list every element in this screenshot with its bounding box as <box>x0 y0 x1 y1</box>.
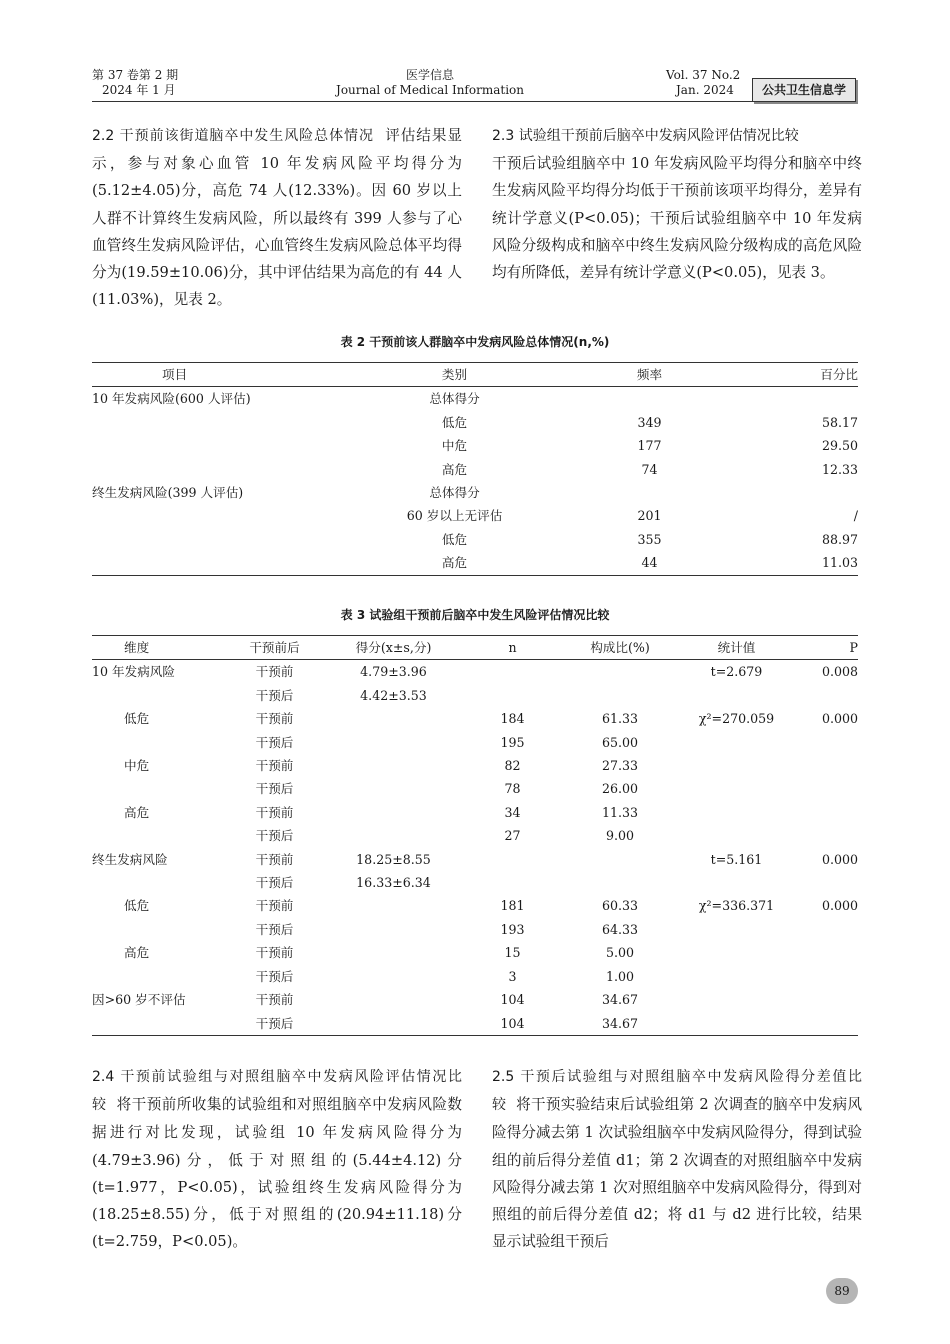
table3-cell <box>798 988 858 1011</box>
table3-cell: 104 <box>500 992 525 1008</box>
table-row <box>92 754 858 777</box>
table2-cell <box>732 387 858 411</box>
table-row <box>92 481 858 504</box>
table3-cell: 60.33 <box>601 898 639 914</box>
table3-cell: χ²=270.059 <box>698 711 775 727</box>
table-row <box>92 941 858 964</box>
table3-cell <box>565 684 675 707</box>
table2-caption: 表 2 干预前该人群脑卒中发病风险总体情况(n,%) <box>340 335 610 349</box>
table3-cell <box>675 731 798 754</box>
table-row <box>92 894 858 917</box>
table3-cell <box>675 1012 798 1036</box>
section-2-4 <box>92 1063 462 1255</box>
table3-cell <box>327 777 460 800</box>
table2-cell: 高危 <box>441 461 468 477</box>
table3-cell: 高危 <box>124 804 150 820</box>
section-2-5 <box>492 1063 862 1255</box>
table2-cell: 终生发病风险(399 人评估) <box>92 485 244 501</box>
table-3 <box>92 635 858 1036</box>
table2-cell: 11.03 <box>732 551 858 575</box>
section-2-5-heading: 2.5 干预后试验组与对照组脑卒中发病风险得分差值比较 <box>492 1069 862 1114</box>
table3-cell <box>798 754 858 777</box>
table3-cell: 65.00 <box>601 734 639 750</box>
table-row <box>92 801 858 824</box>
table3-cell: 26.00 <box>601 781 639 797</box>
table3-cell: 高危 <box>124 945 150 961</box>
table3-cell: 16.33±6.34 <box>356 875 431 891</box>
page-number: 89 <box>826 1278 858 1304</box>
table-row <box>92 684 858 707</box>
table3-cell: 11.33 <box>601 804 639 820</box>
table3-cell: 因>60 岁不评估 <box>92 992 186 1008</box>
table3-cell: χ²=336.371 <box>698 898 775 914</box>
table2-cell: 低危 <box>441 531 468 547</box>
table3-cell: t=5.161 <box>710 851 763 867</box>
table3-cell <box>92 1012 222 1036</box>
table3-cell <box>460 660 565 684</box>
table3-cell: 干预前 <box>255 804 294 820</box>
table3-cell: 61.33 <box>601 711 639 727</box>
table3-cell: 27 <box>504 828 521 844</box>
table3-cell <box>460 871 565 894</box>
table3-header-cell: 干预前后 <box>222 636 327 660</box>
section-2-2 <box>92 122 462 313</box>
table3-cell <box>798 777 858 800</box>
table3-cell: 干预后 <box>255 781 294 797</box>
table3-cell <box>460 848 565 871</box>
table3-cell: 78 <box>504 781 521 797</box>
table-row <box>92 1012 858 1036</box>
table2-cell: 10 年发病风险(600 人评估) <box>92 391 251 407</box>
table2-cell: 201 <box>637 508 662 524</box>
table3-cell: 干预前 <box>255 711 294 727</box>
section-2-3-heading: 2.3 试验组干预前后脑卒中发病风险评估情况比较 <box>492 128 799 144</box>
table3-cell <box>675 777 798 800</box>
table3-cell <box>327 754 460 777</box>
table3-cell: 10 年发病风险 <box>92 664 175 680</box>
table3-cell: 干预后 <box>255 875 294 891</box>
table2-cell: 总体得分 <box>429 485 480 501</box>
table2-cell: 355 <box>637 531 662 547</box>
table-row <box>92 528 858 551</box>
table2-cell <box>567 481 732 504</box>
table3-cell <box>92 731 222 754</box>
table2-cell: 58.17 <box>821 414 858 430</box>
table3-cell: 0.000 <box>821 898 858 914</box>
table3-cell <box>327 731 460 754</box>
table3-cell: 193 <box>500 921 525 937</box>
table3-caption: 表 3 试验组干预前后脑卒中发生风险评估情况比较 <box>340 608 610 622</box>
table-row <box>92 434 858 457</box>
table3-cell <box>798 965 858 988</box>
table3-cell: 34.67 <box>565 1012 675 1036</box>
table3-cell: 82 <box>504 758 521 774</box>
table3-header-cell: n <box>460 636 565 660</box>
table3-cell <box>675 918 798 941</box>
table2-cell <box>92 528 342 551</box>
section-2-2-body: 评估结果显示，参与对象心血管 10 年发病风险平均得分为(5.12±4.05)分，高危 74 人(12.33%)。因 60 岁以上人群不计算终生发病风险，所以最终有 399 人参与了心血管终生发病风险评估，心血管终生发病风险总体平均得分为(19.59±10.06)分，其中评估结果为高危的有 44 人(11.03%)，见表 2。 <box>92 127 462 309</box>
table3-cell <box>92 824 222 847</box>
table3-cell <box>460 684 565 707</box>
table3-cell <box>675 871 798 894</box>
table3-cell <box>92 684 222 707</box>
table-row <box>92 504 858 527</box>
table-row <box>92 918 858 941</box>
table3-cell <box>798 941 858 964</box>
table3-cell: 18.25±8.55 <box>356 851 431 867</box>
table3-cell: 干预后 <box>255 828 294 844</box>
table3-header-cell: 维度 <box>92 636 222 660</box>
table2-cell <box>92 458 342 481</box>
table3-cell <box>675 824 798 847</box>
table3-cell <box>327 801 460 824</box>
table3-cell <box>327 941 460 964</box>
table2-cell: 中危 <box>441 438 468 454</box>
table3-cell <box>675 941 798 964</box>
table-row <box>92 731 858 754</box>
section-2-2-heading: 2.2 干预前该街道脑卒中发生风险总体情况 <box>92 128 374 144</box>
table2-cell <box>92 411 342 434</box>
table3-cell <box>675 801 798 824</box>
table2-cell: / <box>853 508 858 524</box>
table3-cell: 干预前 <box>255 851 294 867</box>
table3-cell: 64.33 <box>601 921 639 937</box>
table2-cell <box>92 434 342 457</box>
table-row <box>92 824 858 847</box>
header-volume-en: Vol. 37 No.2 <box>666 68 741 82</box>
table-2 <box>92 362 858 576</box>
table3-cell <box>675 988 798 1011</box>
section-2-4-body: 将干预前所收集的试验组和对照组脑卒中发病风险数据进行对比发现，试验组 10 年发病风险得分为(4.79±3.96)分，低于对照组的(5.44±4.12)分(t=1.977，P<0.05)，试验组终生发病风险得分为(18.25±8.55)分，低于对照组的(20.94±11.18)分(t=2.759，P<0.05)。 <box>92 1096 463 1251</box>
table3-cell <box>798 1012 858 1036</box>
table3-cell <box>92 965 222 988</box>
table3-header-cell: P <box>798 636 858 660</box>
table3-cell <box>798 918 858 941</box>
table3-cell: 34.67 <box>601 992 639 1008</box>
table-row <box>92 707 858 730</box>
table2-cell: 88.97 <box>821 531 858 547</box>
table3-cell: 干预后 <box>255 734 294 750</box>
table3-cell: 34 <box>504 804 521 820</box>
header-date-en: Jan. 2024 <box>676 83 734 97</box>
table3-cell: 低危 <box>124 711 150 727</box>
table3-header-cell: 统计值 <box>675 636 798 660</box>
table3-cell: 干预后 <box>255 687 294 703</box>
table3-cell: 195 <box>500 734 525 750</box>
table3-cell: 0.000 <box>821 711 858 727</box>
table3-cell: 干预前 <box>255 945 294 961</box>
table-row <box>92 660 858 684</box>
table3-cell: 27.33 <box>601 758 639 774</box>
table2-cell: 74 <box>641 461 658 477</box>
table2-cell: 349 <box>637 414 662 430</box>
table3-cell <box>92 871 222 894</box>
table3-header-cell: 构成比(%) <box>565 636 675 660</box>
table2-cell: 低危 <box>441 414 468 430</box>
table2-cell: 高危 <box>342 551 567 575</box>
header-journal-cn: 医学信息 <box>405 68 454 82</box>
table-row <box>92 411 858 434</box>
table3-cell <box>327 988 460 1011</box>
table-row <box>92 387 858 411</box>
section-2-3 <box>492 122 862 286</box>
table3-cell <box>327 918 460 941</box>
table2-cell <box>732 481 858 504</box>
table3-cell <box>798 871 858 894</box>
table3-header-cell: 得分(x±s,分) <box>327 636 460 660</box>
table-row <box>92 551 858 575</box>
table-row <box>92 871 858 894</box>
table2-cell <box>567 387 732 411</box>
table3-cell <box>327 894 460 917</box>
table3-cell: 4.79±3.96 <box>360 664 427 680</box>
table2-cell: 177 <box>637 438 662 454</box>
table3-cell: 1.00 <box>605 968 635 984</box>
table3-cell: 干预前 <box>255 992 294 1008</box>
table-row <box>92 777 858 800</box>
table3-cell <box>565 660 675 684</box>
table3-cell <box>565 871 675 894</box>
table3-cell <box>798 684 858 707</box>
section-2-5-body: 将干预实验结束后试验组第 2 次调查的脑卒中发病风险得分减去第 1 次试验组脑卒中发病风险得分，得到试验组的前后得分差值 d1；第 2 次调查的对照组脑卒中发病风险得分减去第 1 次对照组脑卒中发病风险得分，得到对照组的前后得分差值 d2；将 d1 与 d2 进行比较，结果显示试验组干预后 <box>492 1096 862 1251</box>
table3-cell: 低危 <box>124 898 150 914</box>
table2-cell: 29.50 <box>821 438 858 454</box>
table3-cell <box>675 684 798 707</box>
table-row <box>92 965 858 988</box>
table3-cell: 5.00 <box>605 945 635 961</box>
table3-cell: 181 <box>500 898 525 914</box>
table3-cell: 干预前 <box>255 898 294 914</box>
table2-header-cell: 频率 <box>567 363 732 387</box>
table3-cell: 0.008 <box>821 664 858 680</box>
table-row <box>92 458 858 481</box>
table3-cell: 0.000 <box>821 851 858 867</box>
table3-cell <box>798 731 858 754</box>
table2-cell: 44 <box>567 551 732 575</box>
table2-cell <box>92 551 342 575</box>
table3-cell <box>327 965 460 988</box>
section-badge: 公共卫生信息学 <box>752 78 856 102</box>
running-header <box>0 64 950 104</box>
table2-header-cell: 类别 <box>342 363 567 387</box>
table3-cell <box>92 918 222 941</box>
header-journal-en: Journal of Medical Information <box>336 83 524 97</box>
table3-cell <box>675 754 798 777</box>
table2-cell: 总体得分 <box>429 391 480 407</box>
section-2-4-heading: 2.4 干预前试验组与对照组脑卒中发病风险评估情况比较 <box>92 1069 462 1114</box>
header-date-cn: 2024 年 1 月 <box>102 83 176 97</box>
table3-cell: 4.42±3.53 <box>360 687 427 703</box>
table3-cell: 104 <box>460 1012 565 1036</box>
table3-cell <box>92 777 222 800</box>
table3-cell: 终生发病风险 <box>92 851 168 867</box>
table3-cell: 干预前 <box>255 664 294 680</box>
table2-cell: 60 岁以上无评估 <box>406 508 503 524</box>
table-row <box>92 848 858 871</box>
table-row <box>92 988 858 1011</box>
table3-cell: 184 <box>500 711 525 727</box>
table3-cell <box>327 1012 460 1036</box>
section-2-3-body: 干预后试验组脑卒中 10 年发病风险平均得分和脑卒中终生发病风险平均得分均低于干预前该项平均得分，差异有统计学意义(P<0.05)；干预后试验组脑卒中 10 年发病风险分级构成和脑卒中终生发病风险分级构成的高危风险均有所降低，差异有统计学意义(P<0.05)，见表 3。 <box>492 155 862 282</box>
table3-cell: 9.00 <box>605 828 635 844</box>
table3-cell: 干预后 <box>222 1012 327 1036</box>
table3-cell <box>565 848 675 871</box>
table3-cell: 干预前 <box>255 758 294 774</box>
table2-header-cell: 百分比 <box>732 363 858 387</box>
table3-cell <box>798 824 858 847</box>
table3-cell: 中危 <box>124 758 150 774</box>
table3-cell: 干预后 <box>255 968 294 984</box>
table3-cell <box>327 707 460 730</box>
header-volume-issue: 第 37 卷第 2 期 <box>92 68 179 82</box>
table3-cell: t=2.679 <box>710 664 763 680</box>
table3-cell <box>327 824 460 847</box>
table3-cell <box>675 965 798 988</box>
table3-cell <box>798 801 858 824</box>
table3-cell: 15 <box>504 945 521 961</box>
table2-header-cell: 项目 <box>92 363 342 387</box>
header-rule <box>92 101 752 102</box>
table3-cell: 干预后 <box>255 921 294 937</box>
table2-cell <box>92 504 342 527</box>
table2-cell: 12.33 <box>821 461 858 477</box>
table3-cell: 3 <box>508 968 517 984</box>
